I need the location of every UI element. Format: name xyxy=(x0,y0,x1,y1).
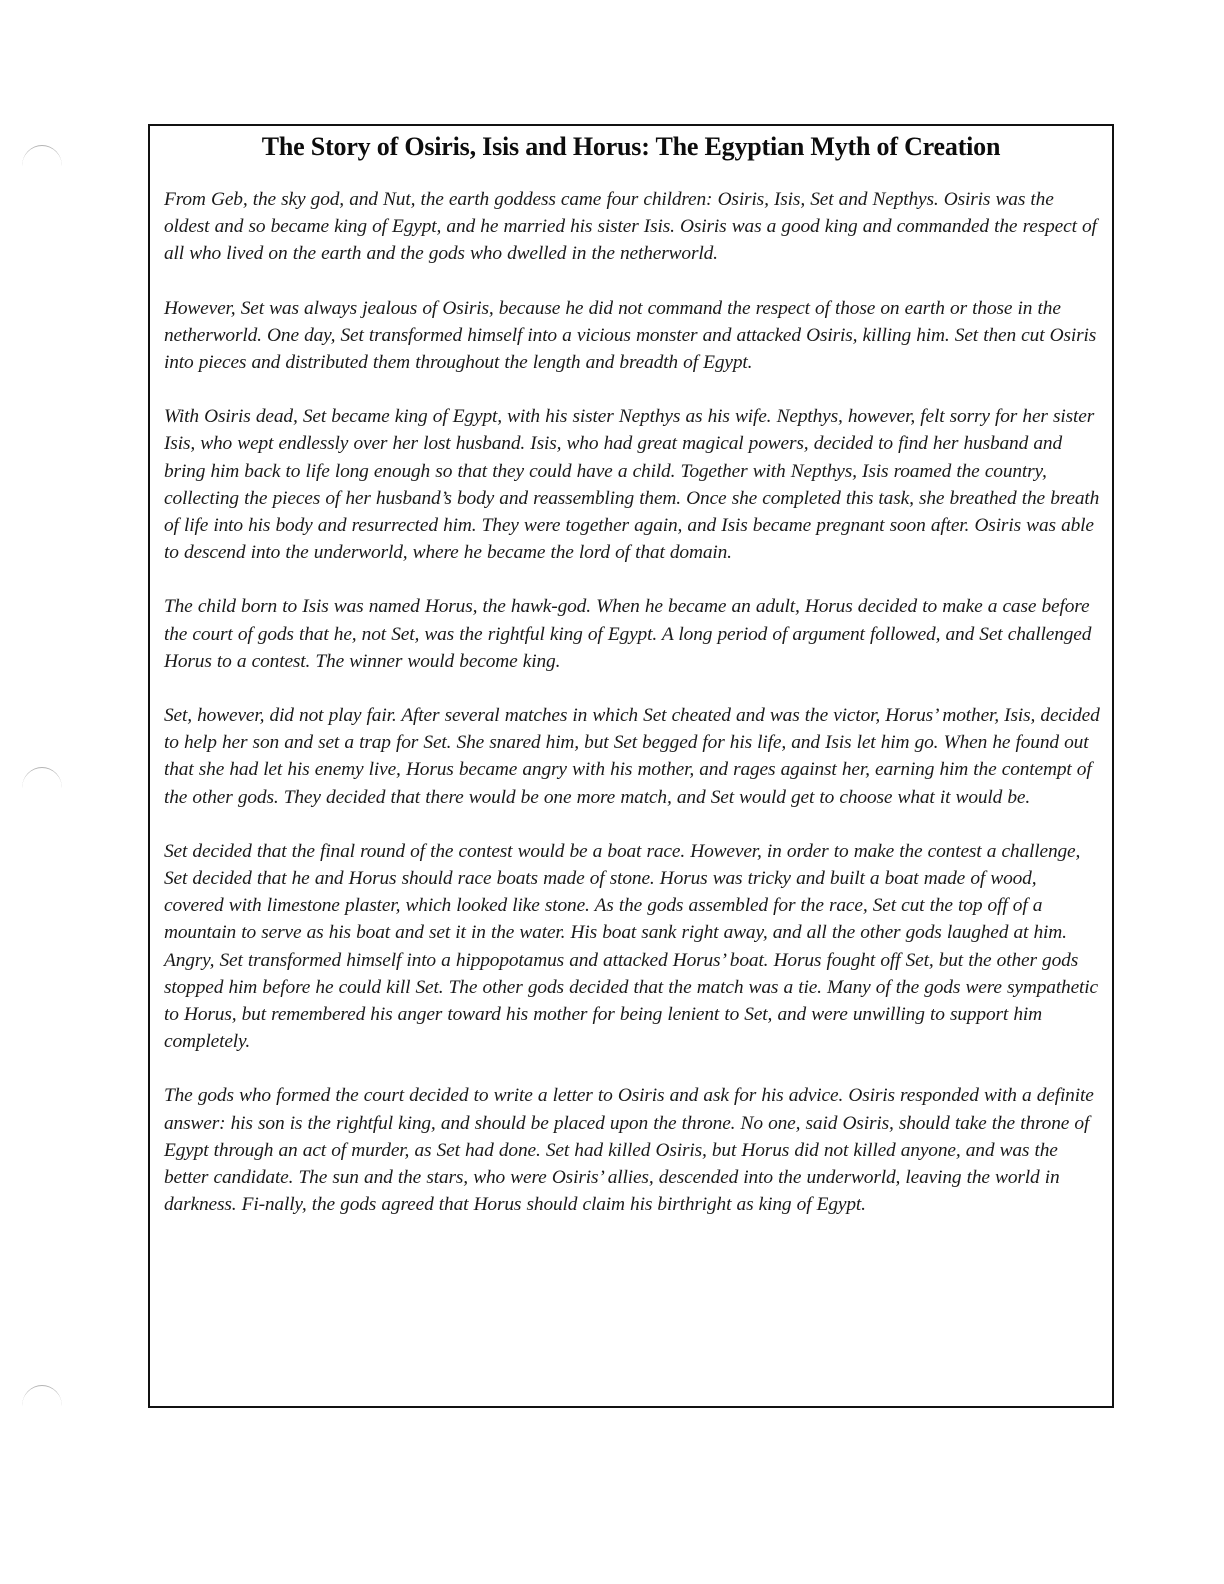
paragraph-set-jealousy: However, Set was always jealous of Osiris, because he did not command the respect of those on earth or those in the netherworld. One day, Set transformed himself into a vicious monster and attacked Osiris, killing him. Set then cut Osiris into pieces and distributed them throughout the length and breadth of Egypt. xyxy=(164,297,1097,374)
punch-hole-mark xyxy=(22,1385,62,1406)
paragraph-boat-race: Set decided that the final round of the contest would be a boat race. However, in order to make the contest a challenge, Set decided that he and Horus should race boats made of stone. Horus was tricky and built a boat made of wood, covered with limestone plaster, which looked like stone. As the gods assembled for the race, Set cut the top off of a mountain to serve as his boat and set it in the water. His boat sank right away, and all the other gods laughed at him. Angry, Set transformed himself into a hippopotamus and attacked Horus’ boat. Horus fought off Set, but the other gods stopped him before he could kill Set. The other gods decided that the match was a tie. Many of the gods were sympathetic to Horus, but remembered his anger toward his mother for being lenient to Set, and were unwilling to support him completely. xyxy=(164,840,1098,1053)
document-title: The Story of Osiris, Isis and Horus: The Egyptian Myth of Creation xyxy=(261,132,1001,161)
punch-hole-mark xyxy=(22,767,62,788)
paragraph-osiris-verdict: The gods who formed the court decided to write a letter to Osiris and ask for his advice. Osiris responded with a definite answer: his son is the rightful king, and should be placed upon the throne. No one, said Osiris, should take the throne of Egypt through an act of murder, as Set had done. Set had killed Osiris, but Horus did not killed anyone, and was the better candidate. The sun and the stars, who were Osiris’ allies, descended into the underworld, leaving the world in darkness. Fi-nally, the gods agreed that Horus should claim his birthright as king of Egypt. xyxy=(164,1085,1094,1216)
punch-hole-mark xyxy=(22,145,62,166)
paragraph-set-cheats: Set, however, did not play fair. After several matches in which Set cheated and was the victor, Horus’ mother, Isis, decided to help her son and set a trap for Set. She snared him, but Set begged for his life, and Isis let him go. When he found out that she had let his enemy live, Horus became angry with his mother, and rages against her, earning him the contempt of the other gods. They decided that there would be one more match, and Set would get to choose what it would be. xyxy=(164,705,1100,808)
document-body xyxy=(164,186,1100,1246)
document-border-box xyxy=(148,124,1114,1408)
paragraph-origins: From Geb, the sky god, and Nut, the earth goddess came four children: Osiris, Isis, Set and Nepthys. Osiris was the oldest and so became king of Egypt, and he married his sister Isis. Osiris was a good king and commanded the respect of all who lived on the earth and the gods who dwelled in the netherworld. xyxy=(164,189,1097,265)
paragraph-isis-resurrection: With Osiris dead, Set became king of Egypt, with his sister Nepthys as his wife. Nepthys, however, felt sorry for her sister Isis, who wept endlessly over her lost husband. Isis, who had great magical powers, decided to find her husband and bring him back to life long enough so that they could have a child. Together with Nepthys, Isis roamed the country, collecting the pieces of her husband’s body and reassembling them. Once she completed this task, she breathed the breath of life into his body and resurrected him. They were together again, and Isis became pregnant soon after. Osiris was able to descend into the underworld, where he became the lord of that domain. xyxy=(164,406,1100,564)
paragraph-horus-claim: The child born to Isis was named Horus, the hawk-god. When he became an adult, Horus decided to make a case before the court of gods that he, not Set, was the rightful king of Egypt. A long period of argument followed, and Set challenged Horus to a contest. The winner would become king. xyxy=(164,596,1092,672)
